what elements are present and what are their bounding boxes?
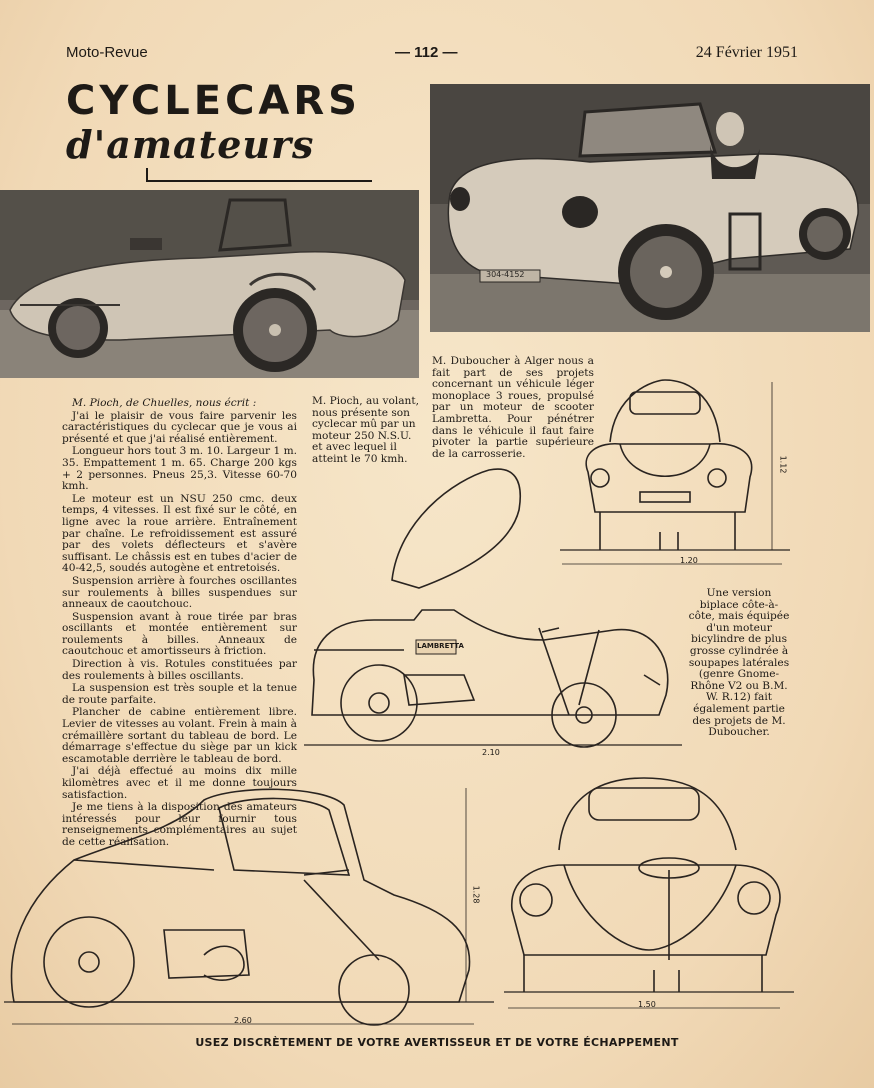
front-height-label: 1.12 xyxy=(778,455,788,474)
headline-rule-tick xyxy=(146,168,148,182)
photo-caption-column xyxy=(312,396,420,467)
biplace-front-drawing xyxy=(504,770,794,1020)
headline-rule xyxy=(146,180,372,182)
magazine-name: Moto-Revue xyxy=(66,44,148,61)
biplace-paragraph: Une version biplace côte-à-côte, mais équipée d'un moteur bicylindre de plus grosse cylindrée à soupapes latérales (genre Gnome-Rhône V2 ou B.M. W. R.12) fait également partie des projets de M. Duboucher. xyxy=(688,587,790,739)
article-paragraph: Plancher de cabine entièrement libre. Levier de vitesses au volant. Frein à main à crémaillère sortant du tableau de bord. Le démarrage s'effectue du siège par un kick escamotable derrière le tableau de bord. xyxy=(62,706,297,765)
article-paragraph: Longueur hors tout 3 m. 10. Largeur 1 m. 35. Empattement 1 m. 65. Charge 200 kgs + 2 personnes. Pneus 25,3. Vitesse 60-70 kmh. xyxy=(62,445,297,493)
cyclecar-side-photo xyxy=(0,190,419,378)
headline-subtitle: d'amateurs xyxy=(66,122,315,167)
biplace-width-label: 1.50 xyxy=(638,1000,656,1009)
cyclecar-driver-photo xyxy=(430,84,870,332)
issue-date: 24 Février 1951 xyxy=(695,44,798,61)
article-lead: M. Pioch, de Chuelles, nous écrit : xyxy=(72,397,257,409)
mono-length-label: 2.10 xyxy=(482,748,500,757)
article-paragraph: Je me tiens à la disposition des amateurs intéressés pour leur fournir tous renseignements complémentaires au sujet de cette réalisation. xyxy=(62,801,297,848)
article-paragraph: Suspension avant à roue tirée par bras oscillants et montée entièrement sur roulements à billes. Anneaux de caoutchouc et amortisseurs à friction. xyxy=(62,610,297,658)
photo-caption: M. Pioch, au volant, nous présente son cyclecar mû par un moteur 250 N.S.U. et avec lequel il atteint le 70 kmh. xyxy=(312,395,419,465)
front-width-label: 1.20 xyxy=(680,556,698,565)
article-paragraph: J'ai déjà effectué au moins dix mille kilomètres avec et il me donne toujours satisfaction. xyxy=(62,765,297,801)
page-number: — 112 — xyxy=(395,44,458,61)
headline: CYCLECARS xyxy=(66,78,361,124)
duboucher-paragraph: M. Duboucher à Alger nous a fait part de ses projets concernant un véhicule léger monoplace 3 roues, propulsé par un moteur de scooter Lambretta. Pour pénétrer dans le véhicule il faut faire pivoter la partie supérieure de la carrosserie. xyxy=(432,355,594,460)
monoplace-side-drawing xyxy=(304,460,682,760)
page-footer: USEZ DISCRÈTEMENT DE VOTRE AVERTISSEUR ET DE VOTRE ÉCHAPPEMENT xyxy=(195,1036,679,1049)
article-paragraph: Le moteur est un NSU 250 cmc. deux temps, 4 vitesses. Il est fixé sur le côté, en ligne avec la roue arrière. Entraînement par chaîne. Le refroidissement est assuré par des volets déflecteurs et s'avère suffisant. Le châssis est en tubes d'acier de 40-42,5, soudés autogène et entretoisés. xyxy=(62,492,297,575)
license-plate: 304-4152 xyxy=(486,270,525,279)
article-right-bottom xyxy=(688,588,790,740)
biplace-height-label: 1.28 xyxy=(471,885,481,904)
article-paragraph: La suspension est très souple et la tenue de route parfaite. xyxy=(62,682,297,706)
article-paragraph: Suspension arrière à fourches oscillantes sur roulements à billes suspendues sur anneaux de caoutchouc. xyxy=(62,574,297,611)
article-paragraph: Direction à vis. Rotules constituées par des roulements à billes oscillants. xyxy=(62,658,297,682)
biplace-side-drawing xyxy=(4,780,494,1030)
article-paragraph: J'ai le plaisir de vous faire parvenir les caractéristiques du cyclecar que je vous ai présenté et que j'ai réalisé entièrement. xyxy=(62,409,297,445)
biplace-length-label: 2.60 xyxy=(234,1016,252,1025)
lambretta-badge: LAMBRETTA xyxy=(417,642,464,650)
